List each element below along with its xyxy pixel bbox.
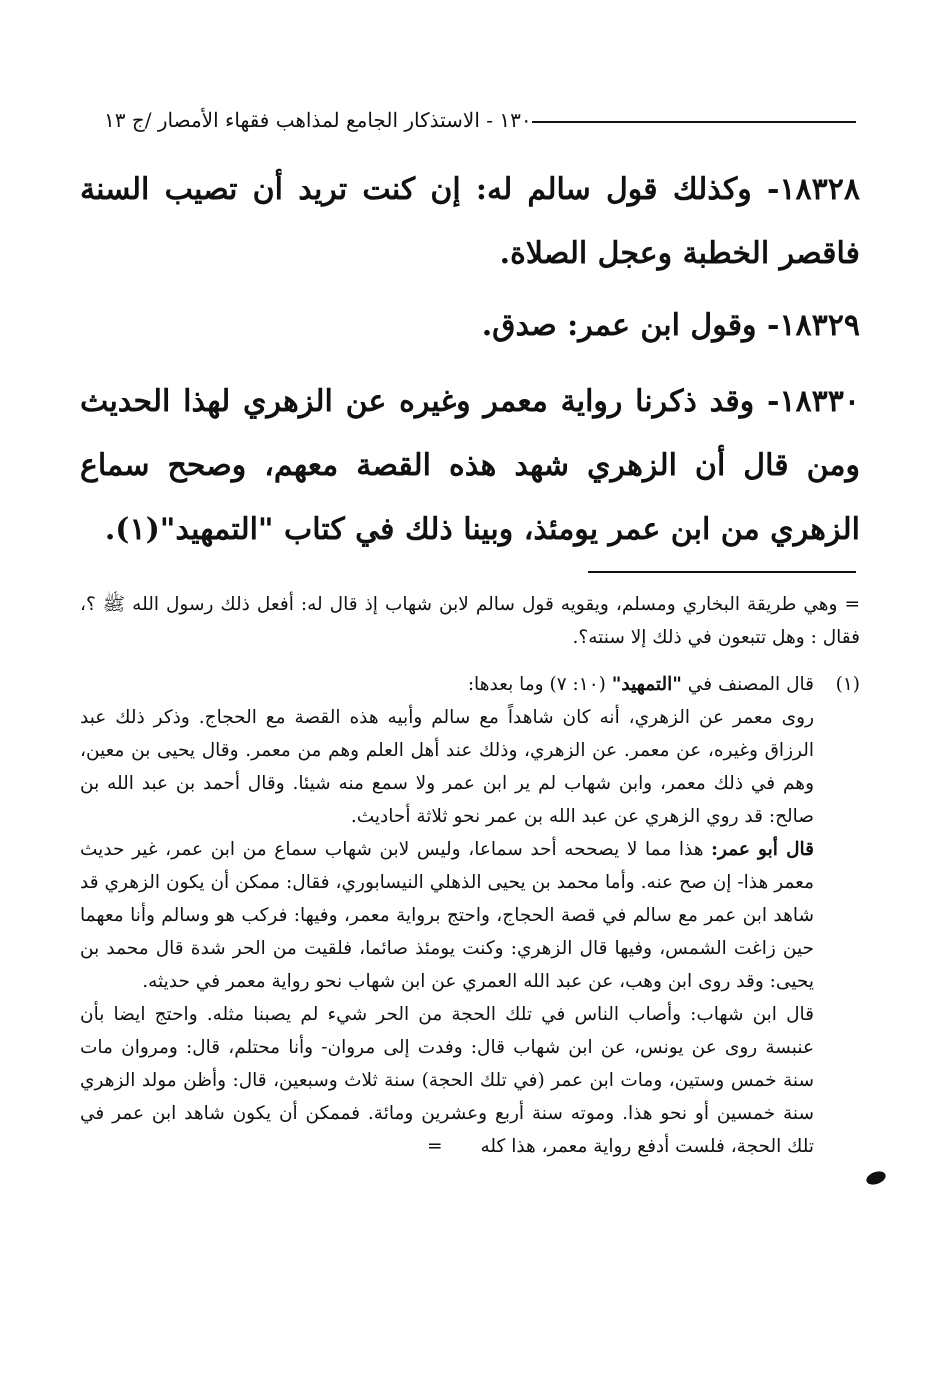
footnote-continues-mark: = [426, 1136, 443, 1157]
paragraph-18330-text: ١٨٣٣٠- وقد ذكرنا رواية معمر وغيره عن الزهري لهذا الحديث ومن قال أن الزهري شهد هذه القصة معهم، وصحح سماع الزهري من ابن عمر يومئذ، وبينا ذلك في كتاب "التمهيد"(١). [80, 384, 860, 547]
footnote-continuation [80, 588, 860, 654]
footnote-1-para-b-text: هذا مما لا يصححه أحد سماعا، وليس لابن شهاب سماع من ابن عمر، غير حديث معمر هذا- إن صح عنه. وأما محمد بن يحيى الذهلي النيسابوري، فقال: ممكن أن يكون الزهري قد شاهد ابن عمر مع سالم في قصة الحجاج، واحتج برواية معمر، وفيها: فركب هو وسالم وأنا معهما حين زاغت الشمس، وفيها قال الزهري: وكنت يومئذ صائما، فلقيت من الحر شدة قال محمد بن يحيى: وقد روى ابن وهب، عن عبد الله العمري عن ابن شهاب نحو رواية معمر في حديثه. [80, 839, 814, 992]
abu-umar-label: قال أبو عمر: [711, 839, 815, 860]
running-header [96, 108, 856, 132]
footnote-1-para-c-text: قال ابن شهاب: وأصاب الناس في تلك الحجة من الحر شيء لم يصبنا مثله. واحتج ايضا بأن عنبسة روى عن يونس، عن ابن شهاب قال: وفدت إلى مروان- وأنا محتلم، قال: ومروان مات سنة خمس وستين، ومات ابن عمر (في تلك الحجة) سنة ثلاث وسبعين، قال: وأظن مولد الزهري سنة خمسين أو نحو هذا. وموته سنة أربع وعشرين ومائة. فممكن أن يكون شاهد ابن عمر في تلك الحجة، فلست أدفع رواية معمر، هذا كله [80, 1004, 814, 1157]
footnote-separator [588, 571, 856, 573]
footnote-1-intro [468, 668, 814, 701]
ink-blot [865, 1169, 888, 1187]
footnote-1-intro-a: قال المصنف في [687, 674, 814, 695]
running-title: ١٣٠ - الاستذكار الجامع لمذاهب فقهاء الأمصار /ج ١٣ [104, 108, 532, 132]
footnote-1 [80, 668, 860, 1163]
header-rule [532, 121, 856, 123]
paragraph-18329-text: ١٨٣٢٩- وقول ابن عمر: صدق. [481, 308, 860, 343]
footnote-1-para-c [80, 998, 860, 1163]
footnote-1-intro-b: (١٠: ٧) وما بعدها: [467, 674, 606, 695]
footnote-1-para-a: روى معمر عن الزهري، أنه كان شاهداً مع سالم وأبيه هذه القصة مع الحجاج. وذكر ذلك عبد الرزاق وغيره، عن معمر. عن الزهري، وذلك عند أهل العلم وهم من معمر. وقال يحيى بن معين، وهم في ذلك معمر، وابن شهاب لم ير ابن عمر ولا سمع منه شيئا. وقال أحمد بن عبد الله بن صالح: قد روي الزهري عن عبد الله بن عمر نحو ثلاثة أحاديث. [80, 707, 814, 827]
footnote-1-book-title: "التمهيد" [611, 674, 682, 695]
paragraph-18330 [80, 370, 860, 562]
paragraph-18328 [80, 158, 860, 286]
footnote-1-para-b [80, 833, 860, 998]
paragraph-18328-text: ١٨٣٢٨- وكذلك قول سالم له: إن كنت تريد أن تصيب السنة فاقصر الخطبة وعجل الصلاة. [80, 172, 860, 271]
footnote-1-number: (١) [835, 674, 860, 695]
footnote-1-heading [80, 668, 860, 701]
footnote-continuation-text: = وهي طريقة البخاري ومسلم، ويقويه قول سالم لابن شهاب إذ قال له: أفعل ذلك رسول الله ﷺ ؟، فقال : وهل تتبعون في ذلك إلا سنته؟. [80, 594, 860, 648]
paragraph-18329 [80, 294, 860, 358]
